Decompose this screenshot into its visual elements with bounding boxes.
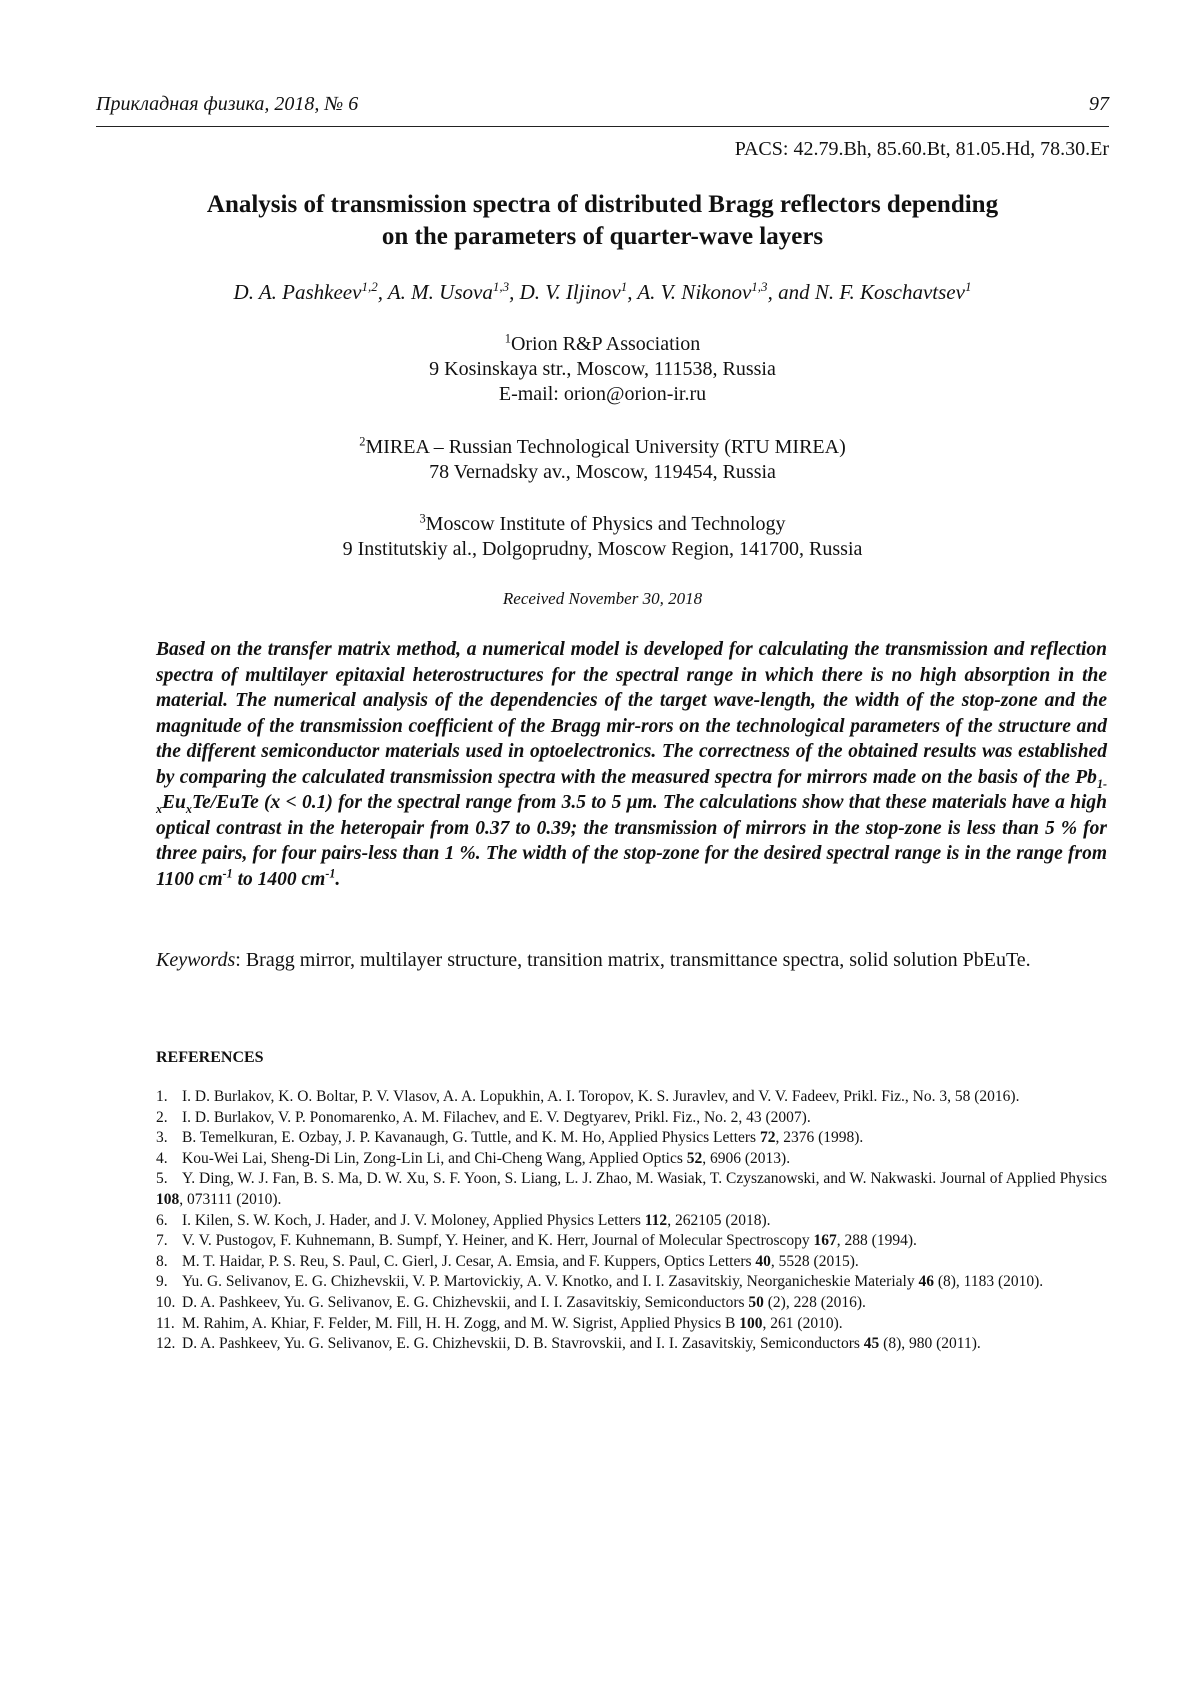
abstract: Based on the transfer matrix method, a numerical model is developed for calculating the transmission and reflection spectra of multilayer epitaxial heterostructures for the spectral range in which there is no high absorption in the material. The numerical analysis of the dependencies of the target wave-length, the width of the stop-zone and the magnitude of the transmission coefficient of the Bragg mir-rors on the technological parameters of the structure and the different semiconductor materials used in optoelectronics. The correctness of the obtained results was established by comparing the calculated transmission spectra with the measured spectra for mirrors made on the basis of the $Pb_{1-x}Eu_xTe$/EuTe (x < 0.1) for the spectral range from 3.5 to 5 μm. The calculations show that these materials have a high optical contrast in the heteropair from 0.37 to 0.39; the transmission of mirrors in the stop-zone is less than 5 % for three pairs, for four pairs-less than 1 %. The width of the stop-zone for the desired spectral range is in the range from 1100 $cm^{-1}$ to 1400 $cm^{-1}$. (156, 639, 1107, 890)
page-number: 97 (1089, 93, 1109, 115)
affiliation-name: MIREA – Russian Technological University (RTU MIREA) (365, 436, 846, 458)
reference-item: 10. D. A. Pashkeev, Yu. G. Selivanov, E. G. Chizhevskii, and I. I. Zasavitskiy, Semiconductors 50 (2), 228 (2016). (156, 1293, 866, 1311)
author: D. A. Pashkeev$^{1,2}$ (233, 279, 378, 304)
affiliation-name: Moscow Institute of Physics and Technology (425, 513, 786, 535)
received-date: Received November 30, 2018 (502, 589, 703, 608)
reference-item: 2. I. D. Burlakov, V. P. Ponomarenko, A. M. Filachev, and E. V. Degtyarev, Prikl. Fiz., No. 2, 43 (2007). (156, 1108, 811, 1126)
author: N. F. Koschavtsev$^1$ (814, 279, 972, 304)
running-header (96, 88, 1109, 127)
reference-item: 5. Y. Ding, W. J. Fan, B. S. Ma, D. W. Xu, S. F. Yoon, S. Liang, L. J. Zhao, M. Wasiak, T. Czyszanowski, and W. Nakwaski. Journal of Applied Physics 108, 073111 (2010). (156, 1170, 1107, 1208)
reference-item: 9. Yu. G. Selivanov, E. G. Chizhevskii, V. P. Martovickiy, A. V. Knotko, and I. I. Zasavitskiy, Neorganicheskie Materialy 46 (8), 1183 (2010). (156, 1273, 1044, 1291)
keywords (156, 947, 1107, 973)
reference-item: 12. D. A. Pashkeev, Yu. G. Selivanov, E. G. Chizhevskii, D. B. Stavrovskii, and I. I. Zasavitskiy, Semiconductors 45 (8), 980 (2011). (156, 1335, 981, 1353)
author: A. M. Usova$^{1,3}$ (387, 279, 510, 304)
keywords-label: Keywords (156, 949, 236, 971)
reference-item: 3. B. Temelkuran, E. Ozbay, J. P. Kavanaugh, G. Tuttle, and K. M. Ho, Applied Physics Letters 72, 2376 (1998). (156, 1129, 864, 1147)
reference-item: 1. I. D. Burlakov, K. O. Boltar, P. V. Vlasov, A. A. Lopukhin, A. I. Toropov, K. S. Juravlev, and V. V. Fadeev, Prikl. Fiz., No. 3, 58 (2016). (156, 1088, 1020, 1105)
affiliation-number: 3 (419, 511, 426, 526)
keywords-text: : Bragg mirror, multilayer structure, transition matrix, transmittance spectra, solid solution PbEuTe. (235, 949, 1031, 971)
affiliation-3 (96, 512, 1109, 562)
title-line-2: on the parameters of quarter-wave layers (381, 223, 824, 250)
reference-item: 4. Kou-Wei Lai, Sheng-Di Lin, Zong-Lin Li, and Chi-Cheng Wang, Applied Optics 52, 6906 (2013). (156, 1149, 791, 1167)
affiliation-name: Orion R&P Association (510, 333, 701, 355)
formula: $Pb_{1-x}Eu_xTe$/EuTe (156, 766, 1107, 816)
affiliation-number: 2 (359, 434, 366, 449)
author: D. V. Iljinov$^1$ (519, 279, 628, 304)
affiliation-2 (96, 435, 1109, 485)
author: A. V. Nikonov$^{1,3}$ (637, 279, 768, 304)
affiliation-address: 78 Vernadsky av., Moscow, 119454, Russia (429, 461, 776, 483)
affiliation-1 (96, 332, 1109, 407)
pacs-codes: PACS: 42.79.Bh, 85.60.Bt, 81.05.Hd, 78.30.Er (734, 138, 1109, 160)
affiliation-address: 9 Kosinskaya str., Moscow, 111538, Russia (429, 358, 776, 380)
reference-item: 8. M. T. Haidar, P. S. Reu, S. Paul, C. Gierl, J. Cesar, A. Emsia, and F. Kuppers, Optics Letters 40, 5528 (2015). (156, 1252, 859, 1270)
journal-name: Прикладная физика, 2018, № 6 (96, 93, 359, 115)
affiliation-email: E-mail: orion@orion-ir.ru (498, 383, 707, 405)
author-list: D. A. Pashkeev$^{1,2}$, A. M. Usova$^{1,3}$, D. V. Iljinov$^1$, A. V. Nikonov$^{1,3}$, and N. F. Koschavtsev$^1$ (233, 279, 972, 304)
references-heading: REFERENCES (156, 1049, 264, 1066)
reference-list (156, 1087, 1107, 1355)
reference-item: 11. M. Rahim, A. Khiar, F. Felder, M. Fill, H. H. Zogg, and M. W. Sigrist, Applied Physics B 100, 261 (2010). (156, 1314, 843, 1332)
reference-item: 7. V. V. Pustogov, F. Kuhnemann, B. Sumpf, Y. Heiner, and K. Herr, Journal of Molecular Spectroscopy 167, 288 (1994). (156, 1232, 917, 1250)
affiliation-address: 9 Institutskiy al., Dolgoprudny, Moscow Region, 141700, Russia (342, 538, 863, 560)
paper-title (96, 189, 1109, 253)
title-line-1: Analysis of transmission spectra of distributed Bragg reflectors depending (206, 191, 999, 218)
affiliation-number: 1 (504, 331, 511, 346)
reference-item: 6. I. Kilen, S. W. Koch, J. Hader, and J. V. Moloney, Applied Physics Letters 112, 262105 (2018). (156, 1211, 771, 1229)
